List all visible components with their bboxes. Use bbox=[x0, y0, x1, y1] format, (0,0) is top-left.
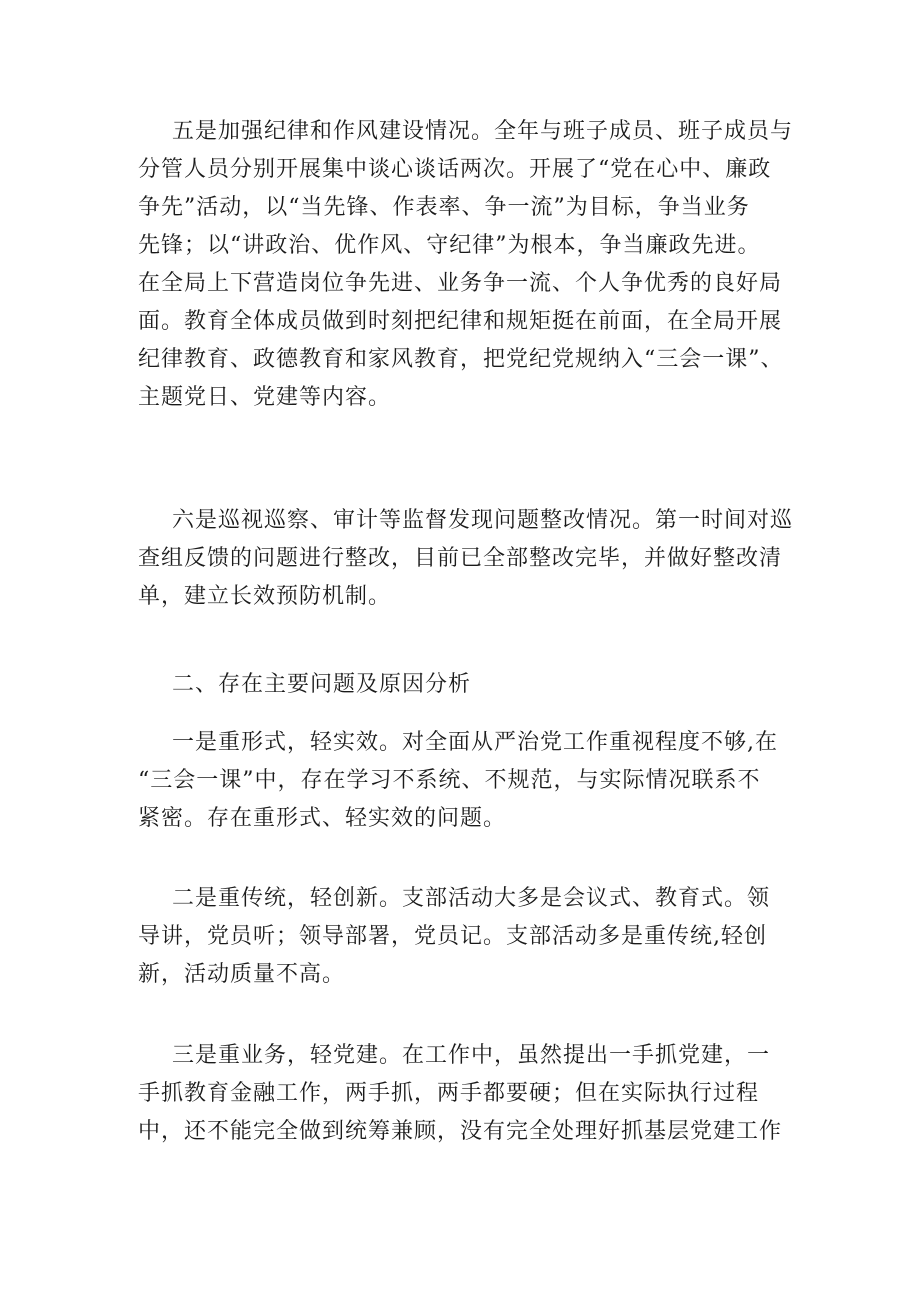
paragraph-discipline bbox=[138, 113, 798, 417]
heading-text: 二、存在主要问题及原因分析 bbox=[172, 672, 472, 697]
text-line: 三是重业务，轻党建。在工作中，虽然提出一手抓党建，一 bbox=[172, 1043, 771, 1068]
text-line: 二是重传统，轻创新。支部活动大多是会议式、教育式。领 bbox=[172, 886, 771, 911]
text-line: 中，还不能完全做到统筹兼顾，没有完全处理好抓基层党建工作 bbox=[138, 1119, 783, 1144]
text-line: 面。教育全体成员做到时刻把纪律和规矩挺在前面，在全局开展 bbox=[138, 309, 783, 334]
text-line: 分管人员分别开展集中谈心谈话两次。开展了“党在心中、廉政 bbox=[138, 157, 772, 182]
text-line: 导讲，党员听；领导部署，党员记。支部活动多是重传统,轻创 bbox=[138, 924, 767, 949]
paragraph-inspection bbox=[138, 502, 798, 616]
text-line: 一是重形式，轻实效。对全面从严治党工作重视程度不够,在 bbox=[172, 730, 778, 755]
text-line: 紧密。存在重形式、轻实效的问题。 bbox=[138, 806, 507, 831]
text-line: 新，活动质量不高。 bbox=[138, 962, 346, 987]
text-line: 六是巡视巡察、审计等监督发现问题整改情况。第一时间对巡 bbox=[172, 508, 794, 533]
text-line: 主题党日、党建等内容。 bbox=[138, 385, 392, 410]
text-line: 手抓教育金融工作，两手抓，两手都要硬；但在实际执行过程 bbox=[138, 1081, 760, 1106]
text-line: 单，建立长效预防机制。 bbox=[138, 584, 392, 609]
text-line: “三会一课”中，存在学习不系统、不规范，与实际情况联系不 bbox=[138, 768, 761, 793]
text-line: 五是加强纪律和作风建设情况。全年与班子成员、班子成员与 bbox=[172, 119, 794, 144]
paragraph-business bbox=[138, 1037, 798, 1151]
text-line: 先锋；以“讲政治、优作风、守纪律”为根本，争当廉政先进。 bbox=[138, 233, 761, 258]
section-heading bbox=[138, 666, 798, 704]
text-line: 争先”活动，以“当先锋、作表率、争一流”为目标，争当业务 bbox=[138, 195, 750, 220]
text-line: 查组反馈的问题进行整改，目前已全部整改完毕，并做好整改清 bbox=[138, 546, 783, 571]
paragraph-formalism bbox=[138, 724, 798, 838]
text-line: 在全局上下营造岗位争先进、业务争一流、个人争优秀的良好局 bbox=[138, 271, 783, 296]
text-line: 纪律教育、政德教育和家风教育，把党纪党规纳入“三会一课”、 bbox=[138, 347, 784, 372]
paragraph-tradition bbox=[138, 880, 798, 994]
